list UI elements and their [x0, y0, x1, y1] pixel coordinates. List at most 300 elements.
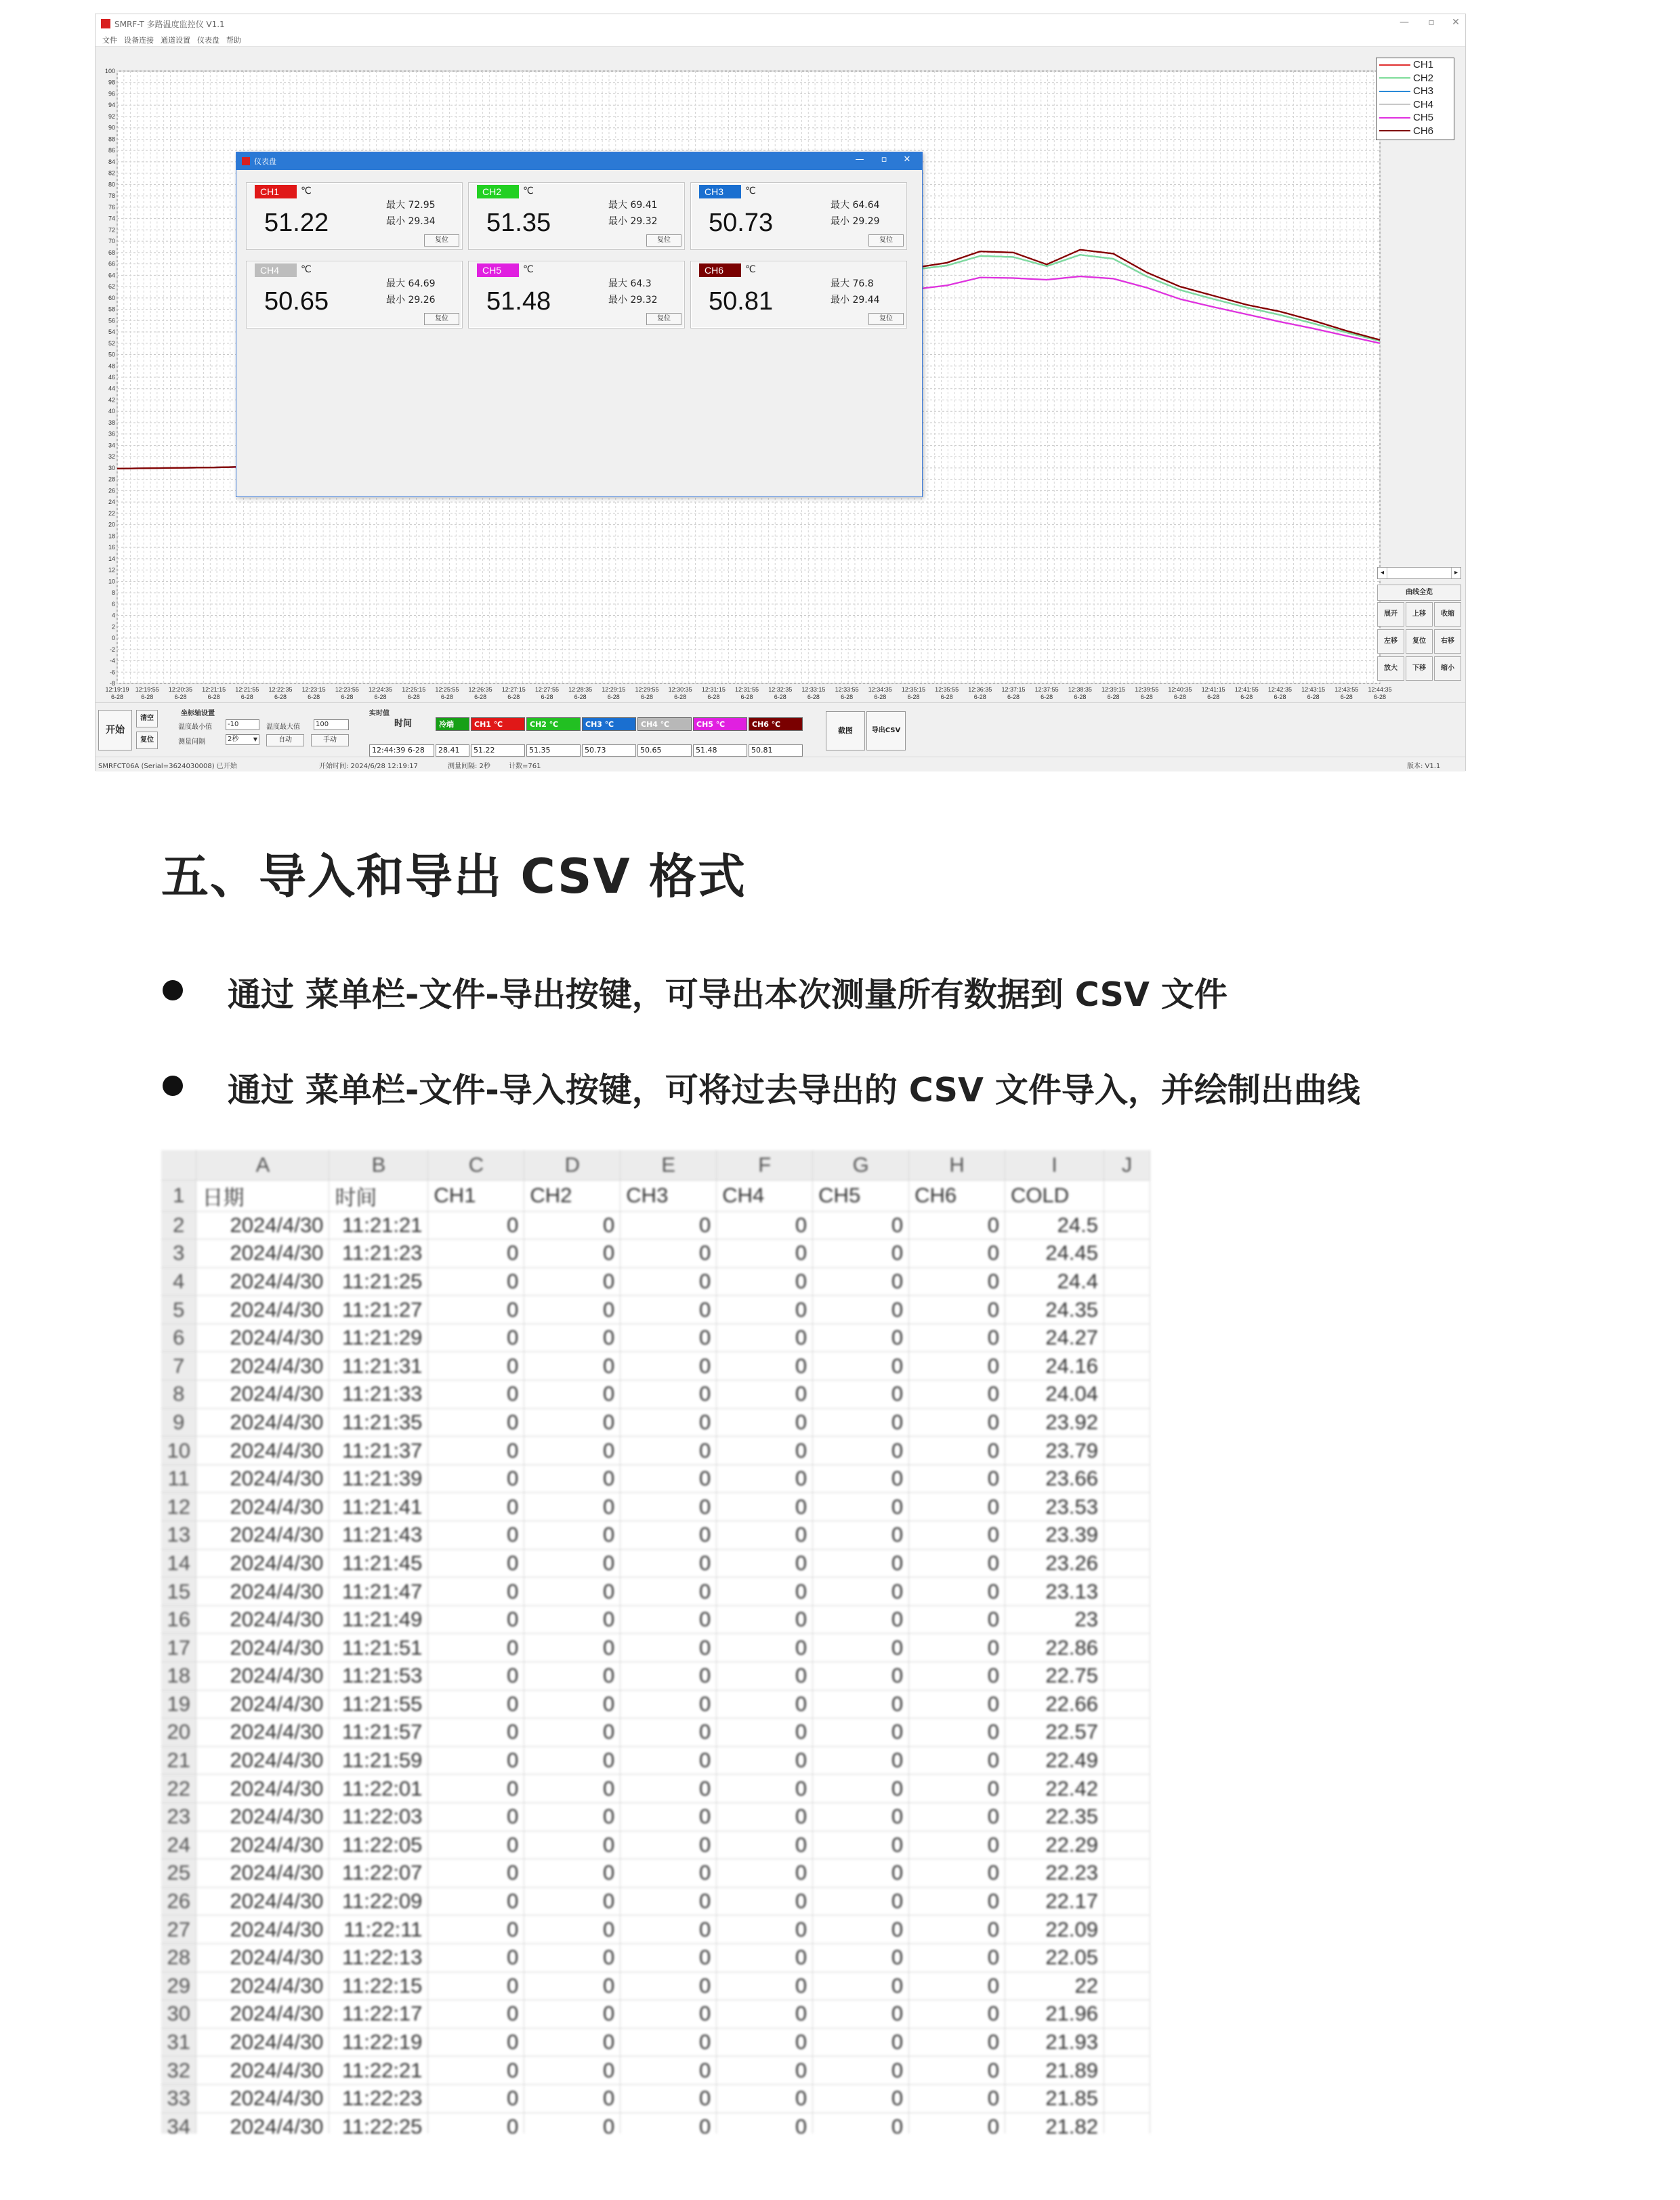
- time-cell[interactable]: 11:22:03: [329, 1802, 428, 1831]
- reset-button[interactable]: 复位: [868, 313, 904, 325]
- channel-cell[interactable]: 0: [524, 1972, 621, 2000]
- cold-cell[interactable]: 22.35: [1005, 1802, 1104, 1831]
- channel-cell[interactable]: 0: [524, 2056, 621, 2085]
- channel-cell[interactable]: 0: [717, 1887, 813, 1916]
- date-cell[interactable]: 2024/4/30: [196, 1296, 329, 1324]
- cold-cell[interactable]: 23.13: [1005, 1578, 1104, 1606]
- header-cell[interactable]: 时间: [329, 1180, 428, 1211]
- channel-cell[interactable]: 0: [428, 1296, 524, 1324]
- channel-cell[interactable]: 0: [428, 1267, 524, 1296]
- cold-cell[interactable]: 22.29: [1005, 1831, 1104, 1859]
- header-cell[interactable]: [1104, 1180, 1150, 1211]
- date-cell[interactable]: 2024/4/30: [196, 1549, 329, 1578]
- time-cell[interactable]: 11:21:45: [329, 1549, 428, 1578]
- channel-cell[interactable]: 0: [621, 1887, 717, 1916]
- channel-cell[interactable]: 0: [621, 1746, 717, 1775]
- empty-cell[interactable]: [1104, 1267, 1150, 1296]
- channel-cell[interactable]: 0: [428, 1352, 524, 1380]
- channel-cell[interactable]: 0: [909, 1690, 1005, 1718]
- empty-cell[interactable]: [1104, 1634, 1150, 1662]
- channel-cell[interactable]: 0: [717, 2084, 813, 2113]
- channel-cell[interactable]: 0: [909, 1718, 1005, 1747]
- channel-cell[interactable]: 0: [621, 1802, 717, 1831]
- channel-cell[interactable]: 0: [428, 1464, 524, 1493]
- menu-channel[interactable]: 通道设置: [161, 35, 190, 45]
- cold-cell[interactable]: 24.35: [1005, 1296, 1104, 1324]
- move-left-button[interactable]: 左移: [1377, 629, 1404, 654]
- channel-cell[interactable]: 0: [524, 1662, 621, 1691]
- empty-cell[interactable]: [1104, 1972, 1150, 2000]
- date-cell[interactable]: 2024/4/30: [196, 1240, 329, 1268]
- row-number[interactable]: 1: [161, 1180, 196, 1211]
- date-cell[interactable]: 2024/4/30: [196, 1859, 329, 1888]
- move-up-button[interactable]: 上移: [1406, 602, 1433, 627]
- channel-cell[interactable]: 0: [428, 1605, 524, 1634]
- channel-cell[interactable]: 0: [717, 2000, 813, 2029]
- channel-cell[interactable]: 0: [524, 1240, 621, 1268]
- channel-cell[interactable]: 0: [717, 1352, 813, 1380]
- time-cell[interactable]: 11:21:55: [329, 1690, 428, 1718]
- channel-cell[interactable]: 0: [524, 1943, 621, 1972]
- channel-cell[interactable]: 0: [717, 1802, 813, 1831]
- time-cell[interactable]: 11:21:31: [329, 1352, 428, 1380]
- empty-cell[interactable]: [1104, 1521, 1150, 1550]
- channel-cell[interactable]: 0: [909, 1887, 1005, 1916]
- channel-cell[interactable]: 0: [621, 1916, 717, 1944]
- channel-cell[interactable]: 0: [524, 1211, 621, 1240]
- channel-cell[interactable]: 0: [813, 1464, 909, 1493]
- empty-cell[interactable]: [1104, 1887, 1150, 1916]
- dialog-close-button[interactable]: ✕: [903, 154, 911, 165]
- chart-scroll-slider[interactable]: [1377, 567, 1461, 579]
- auto-button[interactable]: 自动: [266, 734, 304, 746]
- channel-cell[interactable]: 0: [524, 1521, 621, 1550]
- date-cell[interactable]: 2024/4/30: [196, 1267, 329, 1296]
- channel-cell[interactable]: 0: [909, 1972, 1005, 2000]
- time-cell[interactable]: 11:22:01: [329, 1775, 428, 1803]
- channel-cell[interactable]: 0: [813, 1943, 909, 1972]
- time-cell[interactable]: 11:21:51: [329, 1634, 428, 1662]
- cold-cell[interactable]: 22.17: [1005, 1887, 1104, 1916]
- date-cell[interactable]: 2024/4/30: [196, 1943, 329, 1972]
- channel-cell[interactable]: 0: [909, 1549, 1005, 1578]
- minimize-button[interactable]: —: [1400, 17, 1409, 28]
- empty-cell[interactable]: [1104, 1831, 1150, 1859]
- channel-cell[interactable]: 0: [524, 1634, 621, 1662]
- cold-cell[interactable]: 22.49: [1005, 1746, 1104, 1775]
- column-letter[interactable]: C: [428, 1150, 524, 1180]
- date-cell[interactable]: 2024/4/30: [196, 1605, 329, 1634]
- channel-cell[interactable]: 0: [524, 1775, 621, 1803]
- cold-cell[interactable]: 21.82: [1005, 2113, 1104, 2134]
- channel-cell[interactable]: 0: [813, 1267, 909, 1296]
- row-number[interactable]: 6: [161, 1324, 196, 1352]
- channel-cell[interactable]: 0: [813, 1718, 909, 1747]
- empty-cell[interactable]: [1104, 2028, 1150, 2056]
- row-number[interactable]: 22: [161, 1775, 196, 1803]
- channel-cell[interactable]: 0: [524, 1746, 621, 1775]
- time-cell[interactable]: 11:22:09: [329, 1887, 428, 1916]
- channel-cell[interactable]: 0: [909, 1267, 1005, 1296]
- channel-cell[interactable]: 0: [621, 1408, 717, 1437]
- channel-cell[interactable]: 0: [621, 1380, 717, 1409]
- overview-button[interactable]: 曲线全览: [1377, 585, 1461, 601]
- time-cell[interactable]: 11:22:19: [329, 2028, 428, 2056]
- channel-cell[interactable]: 0: [428, 1943, 524, 1972]
- channel-cell[interactable]: 0: [428, 2000, 524, 2029]
- channel-cell[interactable]: 0: [428, 1859, 524, 1888]
- channel-cell[interactable]: 0: [909, 1634, 1005, 1662]
- empty-cell[interactable]: [1104, 1662, 1150, 1691]
- reset-button[interactable]: 复位: [424, 234, 459, 247]
- date-cell[interactable]: 2024/4/30: [196, 1831, 329, 1859]
- channel-cell[interactable]: 0: [717, 1240, 813, 1268]
- cold-cell[interactable]: 24.04: [1005, 1380, 1104, 1409]
- channel-cell[interactable]: 0: [524, 2000, 621, 2029]
- date-cell[interactable]: 2024/4/30: [196, 1464, 329, 1493]
- header-cell[interactable]: CH5: [813, 1180, 909, 1211]
- channel-cell[interactable]: 0: [813, 1802, 909, 1831]
- date-cell[interactable]: 2024/4/30: [196, 1437, 329, 1465]
- temp-min-input[interactable]: -10: [226, 719, 259, 730]
- channel-cell[interactable]: 0: [813, 1352, 909, 1380]
- channel-cell[interactable]: 0: [524, 1267, 621, 1296]
- channel-cell[interactable]: 0: [524, 1464, 621, 1493]
- channel-cell[interactable]: 0: [524, 1324, 621, 1352]
- channel-cell[interactable]: 0: [717, 1718, 813, 1747]
- column-letter[interactable]: H: [909, 1150, 1005, 1180]
- header-cell[interactable]: 日期: [196, 1180, 329, 1211]
- cold-cell[interactable]: 22.42: [1005, 1775, 1104, 1803]
- empty-cell[interactable]: [1104, 1437, 1150, 1465]
- time-cell[interactable]: 11:21:23: [329, 1240, 428, 1268]
- time-cell[interactable]: 11:22:11: [329, 1916, 428, 1944]
- cold-cell[interactable]: 22.23: [1005, 1859, 1104, 1888]
- date-cell[interactable]: 2024/4/30: [196, 1493, 329, 1521]
- channel-cell[interactable]: 0: [621, 1549, 717, 1578]
- empty-cell[interactable]: [1104, 1916, 1150, 1944]
- channel-cell[interactable]: 0: [428, 1521, 524, 1550]
- channel-cell[interactable]: 0: [813, 1887, 909, 1916]
- channel-cell[interactable]: 0: [717, 2113, 813, 2134]
- channel-cell[interactable]: 0: [621, 1521, 717, 1550]
- reset-button[interactable]: 复位: [424, 313, 459, 325]
- channel-cell[interactable]: 0: [428, 1718, 524, 1747]
- temp-max-input[interactable]: 100: [314, 719, 349, 730]
- cold-cell[interactable]: 24.4: [1005, 1267, 1104, 1296]
- channel-cell[interactable]: 0: [524, 2113, 621, 2134]
- maximize-button[interactable]: ▫: [1428, 17, 1435, 28]
- time-cell[interactable]: 11:22:15: [329, 1972, 428, 2000]
- row-number[interactable]: 15: [161, 1578, 196, 1606]
- date-cell[interactable]: 2024/4/30: [196, 1634, 329, 1662]
- cold-cell[interactable]: 23.66: [1005, 1464, 1104, 1493]
- channel-cell[interactable]: 0: [621, 1718, 717, 1747]
- row-number[interactable]: 9: [161, 1408, 196, 1437]
- channel-cell[interactable]: 0: [428, 1775, 524, 1803]
- channel-cell[interactable]: 0: [813, 1521, 909, 1550]
- reset-button[interactable]: 复位: [646, 234, 681, 247]
- cold-cell[interactable]: 23.53: [1005, 1493, 1104, 1521]
- column-letter[interactable]: B: [329, 1150, 428, 1180]
- channel-cell[interactable]: 0: [909, 1578, 1005, 1606]
- row-number[interactable]: 13: [161, 1521, 196, 1550]
- channel-cell[interactable]: 0: [524, 1831, 621, 1859]
- channel-cell[interactable]: 0: [909, 1240, 1005, 1268]
- cold-cell[interactable]: 23.39: [1005, 1521, 1104, 1550]
- channel-cell[interactable]: 0: [813, 1605, 909, 1634]
- row-number[interactable]: 29: [161, 1972, 196, 2000]
- cold-cell[interactable]: 22.86: [1005, 1634, 1104, 1662]
- channel-cell[interactable]: 0: [428, 1662, 524, 1691]
- channel-cell[interactable]: 0: [813, 1775, 909, 1803]
- zoom-in-button[interactable]: 放大: [1377, 656, 1404, 681]
- channel-cell[interactable]: 0: [428, 1916, 524, 1944]
- channel-cell[interactable]: 0: [717, 1380, 813, 1409]
- cold-cell[interactable]: 22.57: [1005, 1718, 1104, 1747]
- row-number[interactable]: 24: [161, 1831, 196, 1859]
- time-cell[interactable]: 11:22:07: [329, 1859, 428, 1888]
- time-cell[interactable]: 11:22:13: [329, 1943, 428, 1972]
- channel-cell[interactable]: 0: [717, 1408, 813, 1437]
- empty-cell[interactable]: [1104, 1211, 1150, 1240]
- channel-cell[interactable]: 0: [909, 1605, 1005, 1634]
- row-number[interactable]: 16: [161, 1605, 196, 1634]
- header-cell[interactable]: CH4: [717, 1180, 813, 1211]
- channel-cell[interactable]: 0: [621, 1296, 717, 1324]
- channel-cell[interactable]: 0: [813, 1437, 909, 1465]
- date-cell[interactable]: 2024/4/30: [196, 2084, 329, 2113]
- menu-device[interactable]: 设备连接: [124, 35, 154, 45]
- column-letter[interactable]: E: [621, 1150, 717, 1180]
- channel-cell[interactable]: 0: [621, 2113, 717, 2134]
- channel-cell[interactable]: 0: [717, 1831, 813, 1859]
- empty-cell[interactable]: [1104, 1943, 1150, 1972]
- channel-cell[interactable]: 0: [621, 1324, 717, 1352]
- channel-cell[interactable]: 0: [813, 2084, 909, 2113]
- row-number[interactable]: 31: [161, 2028, 196, 2056]
- channel-cell[interactable]: 0: [909, 2084, 1005, 2113]
- date-cell[interactable]: 2024/4/30: [196, 2000, 329, 2029]
- column-letter[interactable]: D: [524, 1150, 621, 1180]
- channel-cell[interactable]: 0: [909, 1352, 1005, 1380]
- column-letter[interactable]: A: [196, 1150, 329, 1180]
- empty-cell[interactable]: [1104, 1802, 1150, 1831]
- channel-cell[interactable]: 0: [813, 1296, 909, 1324]
- channel-cell[interactable]: 0: [909, 1746, 1005, 1775]
- channel-cell[interactable]: 0: [621, 1859, 717, 1888]
- cold-cell[interactable]: 23.79: [1005, 1437, 1104, 1465]
- date-cell[interactable]: 2024/4/30: [196, 1352, 329, 1380]
- channel-cell[interactable]: 0: [524, 1296, 621, 1324]
- channel-cell[interactable]: 0: [621, 1605, 717, 1634]
- empty-cell[interactable]: [1104, 1240, 1150, 1268]
- cold-cell[interactable]: 21.89: [1005, 2056, 1104, 2085]
- screenshot-button[interactable]: 截图: [826, 711, 865, 750]
- channel-cell[interactable]: 0: [524, 1859, 621, 1888]
- cold-cell[interactable]: 24.45: [1005, 1240, 1104, 1268]
- channel-cell[interactable]: 0: [524, 2028, 621, 2056]
- date-cell[interactable]: 2024/4/30: [196, 1690, 329, 1718]
- channel-cell[interactable]: 0: [428, 1972, 524, 2000]
- channel-cell[interactable]: 0: [717, 1775, 813, 1803]
- channel-cell[interactable]: 0: [717, 1859, 813, 1888]
- row-number[interactable]: 26: [161, 1887, 196, 1916]
- channel-cell[interactable]: 0: [813, 1972, 909, 2000]
- row-number[interactable]: 8: [161, 1380, 196, 1409]
- channel-cell[interactable]: 0: [524, 1437, 621, 1465]
- clear-button[interactable]: 清空: [136, 710, 158, 727]
- row-number[interactable]: 28: [161, 1943, 196, 1972]
- cold-cell[interactable]: 22.66: [1005, 1690, 1104, 1718]
- cold-cell[interactable]: 23: [1005, 1605, 1104, 1634]
- channel-cell[interactable]: 0: [621, 1972, 717, 2000]
- channel-cell[interactable]: 0: [813, 1634, 909, 1662]
- channel-cell[interactable]: 0: [813, 1831, 909, 1859]
- channel-cell[interactable]: 0: [813, 1859, 909, 1888]
- row-number[interactable]: 20: [161, 1718, 196, 1747]
- channel-cell[interactable]: 0: [909, 1662, 1005, 1691]
- date-cell[interactable]: 2024/4/30: [196, 1211, 329, 1240]
- manual-button[interactable]: 手动: [311, 734, 349, 746]
- channel-cell[interactable]: 0: [621, 1690, 717, 1718]
- channel-cell[interactable]: 0: [621, 1211, 717, 1240]
- time-cell[interactable]: 11:22:17: [329, 2000, 428, 2029]
- row-number[interactable]: 33: [161, 2084, 196, 2113]
- header-cell[interactable]: CH3: [621, 1180, 717, 1211]
- cold-cell[interactable]: 21.93: [1005, 2028, 1104, 2056]
- cold-cell[interactable]: 22.09: [1005, 1916, 1104, 1944]
- row-number[interactable]: 14: [161, 1549, 196, 1578]
- channel-cell[interactable]: 0: [428, 1887, 524, 1916]
- column-letter[interactable]: I: [1005, 1150, 1104, 1180]
- channel-cell[interactable]: 0: [621, 2000, 717, 2029]
- time-cell[interactable]: 11:22:25: [329, 2113, 428, 2134]
- channel-cell[interactable]: 0: [621, 2084, 717, 2113]
- scroll-right-icon[interactable]: ▸: [1451, 568, 1461, 578]
- channel-cell[interactable]: 0: [524, 1802, 621, 1831]
- channel-cell[interactable]: 0: [717, 2028, 813, 2056]
- channel-cell[interactable]: 0: [813, 1493, 909, 1521]
- zoom-out-button[interactable]: 缩小: [1434, 656, 1461, 681]
- empty-cell[interactable]: [1104, 1859, 1150, 1888]
- empty-cell[interactable]: [1104, 2056, 1150, 2085]
- channel-cell[interactable]: 0: [909, 1521, 1005, 1550]
- channel-cell[interactable]: 0: [428, 1211, 524, 1240]
- cold-cell[interactable]: 24.5: [1005, 1211, 1104, 1240]
- cold-cell[interactable]: 22.05: [1005, 1943, 1104, 1972]
- channel-cell[interactable]: 0: [717, 1916, 813, 1944]
- column-letter[interactable]: J: [1104, 1150, 1150, 1180]
- channel-cell[interactable]: 0: [717, 1972, 813, 2000]
- channel-cell[interactable]: 0: [909, 1859, 1005, 1888]
- row-number[interactable]: 21: [161, 1746, 196, 1775]
- empty-cell[interactable]: [1104, 1296, 1150, 1324]
- channel-cell[interactable]: 0: [524, 1493, 621, 1521]
- channel-cell[interactable]: 0: [621, 1943, 717, 1972]
- channel-cell[interactable]: 0: [813, 1380, 909, 1409]
- channel-cell[interactable]: 0: [428, 1831, 524, 1859]
- empty-cell[interactable]: [1104, 2084, 1150, 2113]
- channel-cell[interactable]: 0: [428, 1746, 524, 1775]
- channel-cell[interactable]: 0: [524, 1718, 621, 1747]
- channel-cell[interactable]: 0: [717, 1943, 813, 1972]
- channel-cell[interactable]: 0: [909, 1211, 1005, 1240]
- channel-cell[interactable]: 0: [717, 1521, 813, 1550]
- empty-cell[interactable]: [1104, 1549, 1150, 1578]
- row-number[interactable]: 3: [161, 1240, 196, 1268]
- time-cell[interactable]: 11:21:37: [329, 1437, 428, 1465]
- channel-cell[interactable]: 0: [717, 1464, 813, 1493]
- cold-cell[interactable]: 21.96: [1005, 2000, 1104, 2029]
- row-number[interactable]: 30: [161, 2000, 196, 2029]
- date-cell[interactable]: 2024/4/30: [196, 2028, 329, 2056]
- menu-help[interactable]: 帮助: [226, 35, 241, 45]
- channel-cell[interactable]: 0: [813, 1240, 909, 1268]
- channel-cell[interactable]: 0: [813, 1211, 909, 1240]
- time-cell[interactable]: 11:21:49: [329, 1605, 428, 1634]
- channel-cell[interactable]: 0: [428, 2084, 524, 2113]
- channel-cell[interactable]: 0: [428, 1802, 524, 1831]
- channel-cell[interactable]: 0: [428, 1578, 524, 1606]
- time-cell[interactable]: 11:21:41: [329, 1493, 428, 1521]
- dialog-minimize-button[interactable]: —: [855, 154, 864, 165]
- time-cell[interactable]: 11:21:27: [329, 1296, 428, 1324]
- row-number[interactable]: 11: [161, 1464, 196, 1493]
- date-cell[interactable]: 2024/4/30: [196, 1746, 329, 1775]
- time-cell[interactable]: 11:21:57: [329, 1718, 428, 1747]
- date-cell[interactable]: 2024/4/30: [196, 1521, 329, 1550]
- date-cell[interactable]: 2024/4/30: [196, 1972, 329, 2000]
- empty-cell[interactable]: [1104, 1408, 1150, 1437]
- channel-cell[interactable]: 0: [909, 1464, 1005, 1493]
- time-cell[interactable]: 11:21:25: [329, 1267, 428, 1296]
- time-cell[interactable]: 11:22:05: [329, 1831, 428, 1859]
- time-cell[interactable]: 11:21:53: [329, 1662, 428, 1691]
- channel-cell[interactable]: 0: [428, 2056, 524, 2085]
- channel-cell[interactable]: 0: [524, 1690, 621, 1718]
- date-cell[interactable]: 2024/4/30: [196, 1916, 329, 1944]
- channel-cell[interactable]: 0: [524, 2084, 621, 2113]
- channel-cell[interactable]: 0: [428, 2028, 524, 2056]
- channel-cell[interactable]: 0: [813, 2000, 909, 2029]
- row-number[interactable]: 25: [161, 1859, 196, 1888]
- date-cell[interactable]: 2024/4/30: [196, 1324, 329, 1352]
- date-cell[interactable]: 2024/4/30: [196, 1775, 329, 1803]
- channel-cell[interactable]: 0: [909, 2000, 1005, 2029]
- channel-cell[interactable]: 0: [621, 1437, 717, 1465]
- cold-cell[interactable]: 22.75: [1005, 1662, 1104, 1691]
- row-number[interactable]: 18: [161, 1662, 196, 1691]
- date-cell[interactable]: 2024/4/30: [196, 1802, 329, 1831]
- channel-cell[interactable]: 0: [909, 2056, 1005, 2085]
- empty-cell[interactable]: [1104, 1690, 1150, 1718]
- cold-cell[interactable]: 21.85: [1005, 2084, 1104, 2113]
- channel-cell[interactable]: 0: [428, 1634, 524, 1662]
- channel-cell[interactable]: 0: [813, 1549, 909, 1578]
- scroll-left-icon[interactable]: ◂: [1378, 568, 1387, 578]
- row-number[interactable]: 17: [161, 1634, 196, 1662]
- time-cell[interactable]: 11:21:33: [329, 1380, 428, 1409]
- dialog-maximize-button[interactable]: ▫: [881, 154, 887, 165]
- channel-cell[interactable]: 0: [428, 1437, 524, 1465]
- channel-cell[interactable]: 0: [621, 1775, 717, 1803]
- corner-cell[interactable]: [161, 1150, 196, 1180]
- time-cell[interactable]: 11:21:59: [329, 1746, 428, 1775]
- menu-file[interactable]: 文件: [102, 35, 117, 45]
- row-number[interactable]: 32: [161, 2056, 196, 2085]
- channel-cell[interactable]: 0: [909, 1802, 1005, 1831]
